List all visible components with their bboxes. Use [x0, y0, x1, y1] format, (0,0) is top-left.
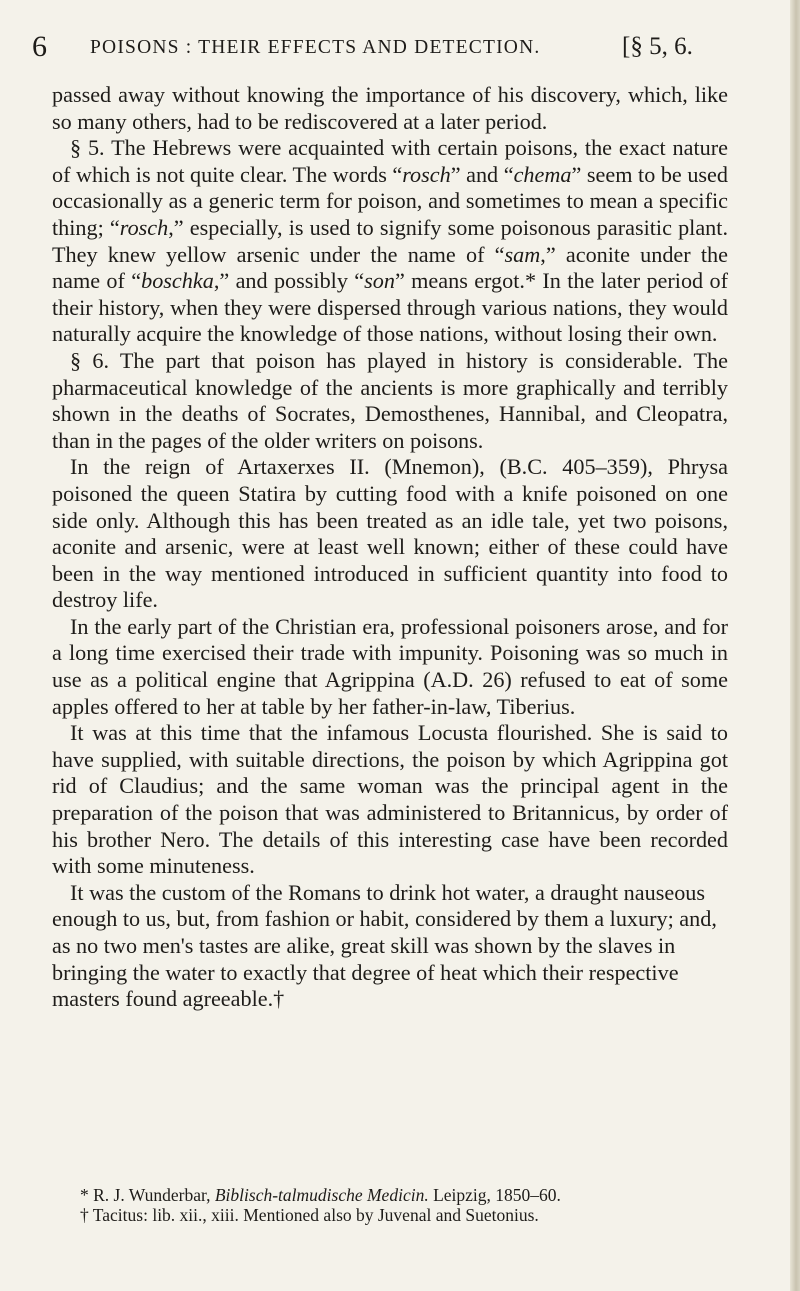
body-text [52, 82, 728, 1013]
paragraph-continuation [52, 82, 728, 135]
footnote-tacitus [80, 1205, 720, 1225]
text-run: ,” and possibly “ [213, 268, 365, 294]
footnote-wunderbar [80, 1185, 720, 1205]
text-run: It was at this time that the infamous Locusta flourished. She is said to have supplied, with suitable directions, the poison by which Agrippina got rid of Claudius; and the same woman was the principal agent in the preparation of the poison that was administered to Britannicus, by order of his brother Nero. The details of this interesting case have been recorded with some minuteness. [52, 720, 728, 879]
italic-term: rosch [119, 214, 169, 240]
page-edge [790, 0, 800, 1291]
paragraph-artaxerxes [52, 454, 728, 614]
italic-term: chema [513, 161, 572, 187]
paragraph-christian-era [52, 614, 728, 720]
italic-term: sam [504, 241, 541, 267]
italic-term: son [364, 268, 395, 294]
italic-term: rosch [402, 161, 451, 187]
text-run: In the reign of Artaxerxes II. (Mnemon), (B.C. 405–359), Phrysa poisoned the queen Statira by cutting food with a knife poisoned on one side only. Although this has been treated as an idle tale, yet two poisons, aconite and arsenic, were at least well known; either of these could have been in the way mentioned introduced in sufficient quantity into food to destroy life. [52, 454, 728, 613]
paragraph-section-6 [52, 348, 728, 454]
text-run: ” seem to be used occasionally as a generic term for poison, and sometimes to mean a specific thing; “ [52, 161, 728, 240]
running-header [32, 30, 693, 66]
paragraph-roman-custom [52, 880, 728, 1013]
text-run: § 6. The part that poison has played in history is considerable. The pharmaceutical knowledge of the ancients is more graphically and terribly shown in the deaths of Socrates, Demosthenes, Hannibal, and Cleopatra, than in the pages of the older writers on poisons. [52, 347, 728, 453]
text-run: passed away without knowing the importance of his discovery, which, like so many others, had to be rediscovered at a later period. [52, 82, 728, 134]
italic-term: boschka [141, 268, 214, 294]
text-run: Leipzig, 1850–60. [428, 1185, 561, 1205]
footnotes [80, 1185, 720, 1225]
text-run: § 5. The Hebrews were acquainted with certain poisons, the exact nature of which is not quite clear. The words “ [52, 135, 728, 187]
page-number: 6 [32, 30, 47, 63]
text-run: * R. J. Wunderbar, [80, 1185, 215, 1205]
text-run: In the early part of the Christian era, professional poisoners arose, and for a long time exercised their trade with impunity. Poisoning was so much in use as a political engine that Agrippina (A.D. 26) refused to eat of some apples offered to her at table by her father-in-law, Tiberius. [52, 613, 728, 719]
italic-term: Biblisch-talmudische Medicin. [214, 1185, 429, 1205]
text-run: † Tacitus: lib. xii., xiii. Mentioned also by Juvenal and Suetonius. [80, 1205, 539, 1225]
section-reference: [§ 5, 6. [622, 33, 693, 60]
paragraph-section-5 [52, 135, 728, 348]
running-title: POISONS : THEIR EFFECTS AND DETECTION. [90, 37, 541, 58]
text-run: ,” especially, is used to signify some poisonous parasitic plant. They knew yellow arsenic under the name of “ [52, 214, 728, 267]
text-run: It was the custom of the Romans to drink hot water, a draught nauseous enough to us, but, from fashion or habit, considered by them a luxury; and, as no two men's tastes are alike, great skill was shown by the slaves in bringing the water to exactly that degree of heat which their respective masters found agreeable.† [52, 879, 717, 1012]
text-run: ,” aconite under the name of “ [52, 241, 728, 294]
text-run: ” means ergot.* In the later period of their history, when they were dispersed through various nations, they would naturally acquire the knowledge of those nations, without losing their own. [52, 268, 728, 347]
text-run: ” and “ [450, 161, 514, 187]
paragraph-locusta [52, 720, 728, 880]
